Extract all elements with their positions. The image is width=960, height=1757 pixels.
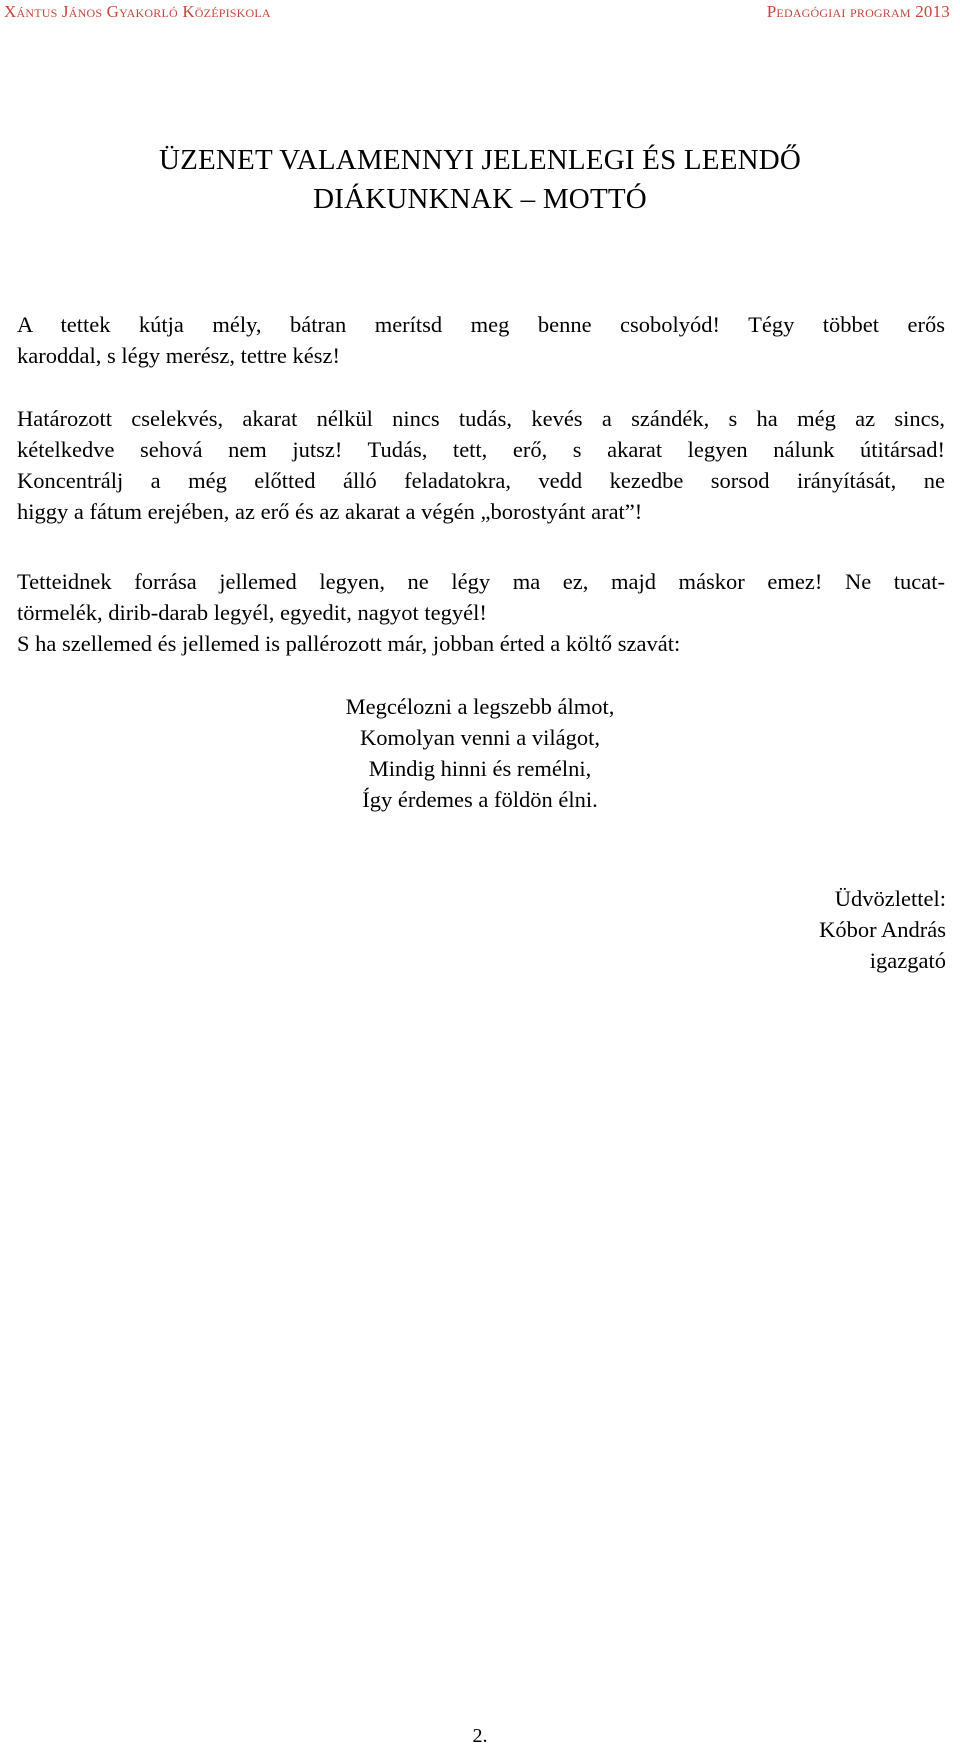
paragraph-3 [17, 566, 945, 659]
paragraph-line: A tettek kútja mély, bátran merítsd meg benne csobolyód! Tégy többet erős [17, 312, 945, 337]
signature-name: Kóbor András [819, 917, 946, 942]
title-line-2: DIÁKUNKNAK – MOTTÓ [313, 183, 647, 215]
paragraph-line: törmelék, dirib-darab legyél, egyedit, nagyot tegyél! [17, 600, 487, 625]
title-line-1: ÜZENET VALAMENNYI JELENLEGI ÉS LEENDŐ [158, 144, 802, 176]
page-title [0, 141, 960, 219]
page-number: 2. [472, 1725, 488, 1747]
paragraph-line: higgy a fátum erejében, az erő és az akarat a végén „borostyánt arat”! [17, 499, 643, 524]
poem [0, 691, 960, 815]
signature-greeting: Üdvözlettel: [834, 886, 946, 911]
paragraph-line: S ha szellemed és jellemed is pallérozott már, jobban érted a költő szavát: [17, 631, 681, 656]
header-program-title: Pedagógiai program 2013 [766, 2, 950, 21]
paragraph-line: Tetteidnek forrása jellemed legyen, ne légy ma ez, majd máskor emez! Ne tucat- [17, 569, 945, 594]
page-header [0, 2, 960, 24]
poem-line: Megcélozni a legszebb álmot, [345, 694, 615, 719]
signature-role: igazgató [869, 948, 946, 973]
poem-line: Komolyan venni a világot, [360, 725, 600, 750]
paragraph-line: kételkedve sehová nem jutsz! Tudás, tett, erő, s akarat legyen nálunk útitársad! [17, 437, 945, 462]
paragraph-line: Határozott cselekvés, akarat nélkül nincs tudás, kevés a szándék, s ha még az sincs, [17, 406, 945, 431]
header-school-name: Xántus János Gyakorló Középiskola [4, 2, 271, 21]
paragraph-2 [17, 403, 945, 527]
poem-line: Így érdemes a földön élni. [362, 787, 598, 812]
poem-line: Mindig hinni és remélni, [368, 756, 592, 781]
signature-block [819, 883, 946, 976]
paragraph-line: Koncentrálj a még előtted álló feladatokra, vedd kezedbe sorsod irányítását, ne [17, 468, 945, 493]
paragraph-line: karoddal, s légy merész, tettre kész! [17, 343, 340, 368]
paragraph-1 [17, 309, 945, 371]
